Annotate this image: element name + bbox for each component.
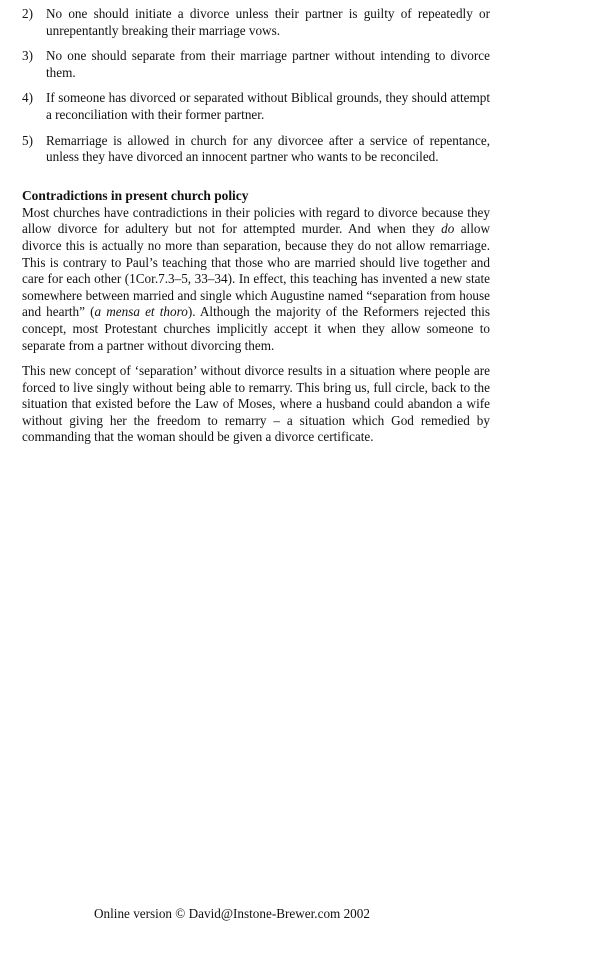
list-item-text: No one should initiate a divorce unless their partner is guilty of repeatedly or unrepentantly breaking their marriage vows. <box>46 6 490 38</box>
paragraph <box>22 205 490 354</box>
latin-phrase: a mensa et thoro <box>94 304 188 320</box>
list-item-number: 3) <box>22 48 33 64</box>
list-item <box>22 6 490 39</box>
paragraph-text: allow divorce this is actually no more than separation, because they do not allow remarriage. This is contrary to Paul’s teaching that those who are married should live together and care for each other (1Cor.7.3–5, 33–34). In effect, this teaching has invented a new state somewhere between married and single which Augustine named “separation from house and hearth” ( <box>22 221 490 320</box>
emphasis-text: do <box>441 221 455 237</box>
list-item <box>22 90 490 123</box>
list-item-text: Remarriage is allowed in church for any divorcee after a service of repentance, unless they have divorced an innocent partner who wants to be reconciled. <box>46 132 490 165</box>
numbered-list <box>22 6 490 166</box>
section-heading: Contradictions in present church policy <box>22 187 249 203</box>
list-item-number: 5) <box>22 132 33 148</box>
list-item <box>22 133 490 166</box>
document-page <box>22 6 490 455</box>
page-footer: Online version © David@Instone-Brewer.com 2002 <box>94 906 370 921</box>
list-item-number: 2) <box>22 6 33 21</box>
list-item-text: If someone has divorced or separated without Biblical grounds, they should attempt a reconciliation with their former partner. <box>46 90 490 122</box>
list-item-text: No one should separate from their marriage partner without intending to divorce them. <box>46 48 490 80</box>
paragraph-text: ). Although the majority of the Reformers rejected this concept, most Protestant churches implicitly accept it when they allow someone to separate from a partner without divorcing them. <box>22 304 490 353</box>
list-item <box>22 48 490 81</box>
list-item-number: 4) <box>22 90 33 106</box>
paragraph-text: Most churches have contradictions in their policies with regard to divorce because they allow divorce for adultery but not for attempted murder. And when they <box>22 204 490 237</box>
paragraph: This new concept of ‘separation’ without divorce results in a situation where people are forced to live singly without being able to remarry. This bring us, full circle, back to the situation that existed before the Law of Moses, where a husband could abandon a wife without giving her the freedom to remarry – a situation which God remedied by commanding that the woman should be given a divorce certificate. <box>22 363 490 445</box>
